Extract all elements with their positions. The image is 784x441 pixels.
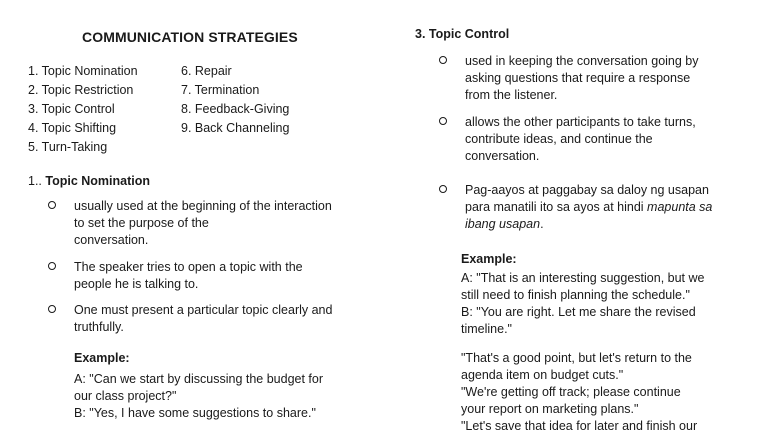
bullet-circle-icon: [48, 262, 56, 270]
example-heading: Example:: [461, 252, 517, 266]
strategy-item: 3. Topic Control: [28, 102, 115, 116]
page-title: COMMUNICATION STRATEGIES: [82, 29, 298, 45]
bullet-circle-icon: [439, 185, 447, 193]
example-quotes: "That's a good point, but let's return to the agenda item on budget cuts." "We're getting off track; please continue your report on marketing plans." "Let's save that idea for later and finish our: [461, 351, 698, 433]
bullet-circle-icon: [48, 305, 56, 313]
bullet-circle-icon: [439, 117, 447, 125]
strategies-list-2: [181, 62, 289, 138]
strategy-item: 8. Feedback-Giving: [181, 102, 290, 116]
strategy-item: 6. Repair: [181, 64, 232, 78]
bullet-circle-icon: [48, 201, 56, 209]
section-heading-topic-nomination: 1.. Topic Nomination: [28, 174, 150, 188]
bullet-circle-icon: [439, 56, 447, 64]
strategy-item: 5. Turn-Taking: [28, 140, 108, 154]
strategy-item: 4. Topic Shifting: [28, 121, 117, 135]
example-text: A: "Can we start by discussing the budget for our class project?" B: "Yes, I have some suggestions to share.": [74, 372, 324, 420]
strategy-item: 9. Back Channeling: [181, 121, 290, 135]
example-heading: Example:: [74, 351, 130, 365]
strategy-item: 2. Topic Restriction: [28, 83, 134, 97]
strategy-item: 7. Termination: [181, 83, 260, 97]
example-text: A: "That is an interesting suggestion, but we still need to finish planning the schedule." B: "You are right. Let me share the revised timeline.": [461, 271, 705, 336]
section-heading-topic-control: 3. Topic Control: [415, 27, 510, 41]
strategy-item: 1. Topic Nomination: [28, 64, 138, 78]
strategies-list-1: [28, 62, 138, 157]
